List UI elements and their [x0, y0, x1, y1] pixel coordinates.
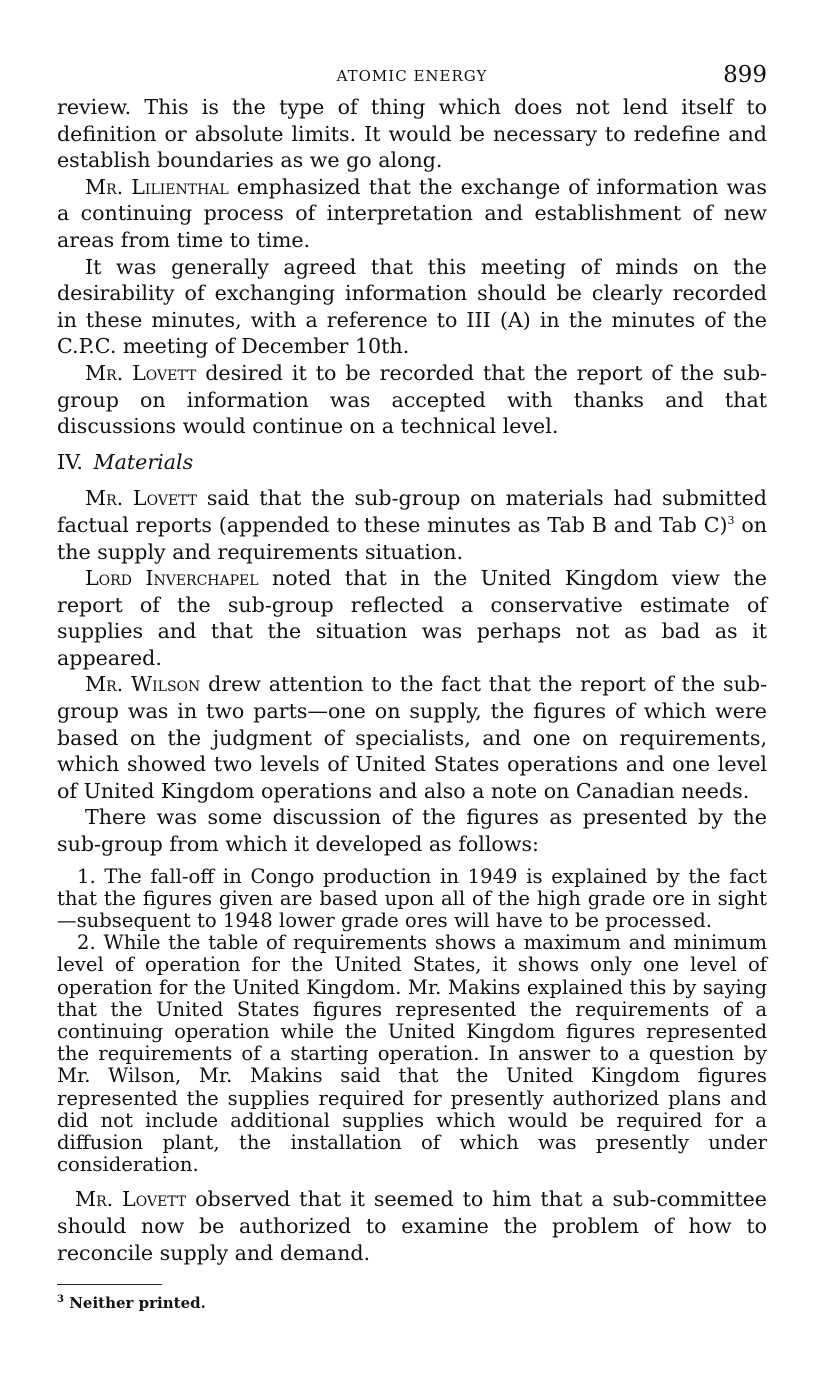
closing-section: [57, 1186, 767, 1266]
speaker-name: Mr. Lilienthal: [85, 174, 229, 199]
speaker-name: Mr. Lovett: [75, 1187, 187, 1212]
section-title: Materials: [93, 449, 194, 474]
paragraph-lovett-subcommittee: Mr. Lovett observed that it seemed to him that a sub-committee should now be authorized to examine the problem of how to reconcile supply and demand.: [57, 1187, 767, 1265]
running-head: [57, 60, 767, 94]
paragraph-discussion: There was some discussion of the figures as presented by the sub-group from which it developed as follows:: [57, 805, 767, 857]
paragraph-agreement: It was generally agreed that this meeting of minds on the desirability of exchanging information should be clearly recorded in these minutes, with a reference to III (A) in the minutes of the C.P.C. meeting of December 10th.: [57, 254, 767, 359]
paragraph-lilienthal: Mr. Lilienthal emphasized that the exchange of information was a continuing process of interpretation and establishment of new areas from time to time.: [57, 174, 767, 252]
footnote-marker: 3: [57, 1294, 64, 1306]
body-text: [57, 94, 767, 858]
speaker-name: Mr. Lovett: [85, 486, 198, 511]
section-heading: [57, 449, 767, 476]
footnote-divider: [57, 1284, 162, 1285]
speaker-name: Mr. Lovett: [85, 360, 197, 385]
paragraph-wilson: Mr. Wilson drew attention to the fact that the report of the sub-group was in two parts—one on supply, the figures of which were based on the judgment of specialists, and one on requirements, which showed two levels of United States operations and one level of United Kingdom operations and also a note on Canadian needs.: [57, 672, 767, 803]
page-number: 899: [723, 62, 767, 88]
paragraph-inverchapel: Lord Inverchapel noted that in the United Kingdom view the report of the sub-group reflected a conservative estimate of supplies and that the situation was perhaps not as bad as it appeared.: [57, 566, 767, 670]
paragraph-lovett-materials: Mr. Lovett said that the sub-group on materials had submitted factual reports (appended to these minutes as Tab B and Tab C)$^3$ on the supply and requirements situation.: [57, 486, 767, 564]
speaker-name: Lord Inverchapel: [85, 566, 259, 591]
speaker-name: Mr. Wilson: [85, 672, 201, 697]
paragraph-continuation: review. This is the type of thing which does not lend itself to definition or absolute limits. It would be necessary to redefine and establish boundaries as we go along.: [57, 95, 767, 173]
document-page: [57, 60, 767, 1313]
list-item: 1. The fall-off in Congo production in 1949 is explained by the fact that the figures given are based upon all of the high grade ore in sight—subsequent to 1948 lower grade ores will have to be processed.: [57, 864, 767, 933]
running-title: ATOMIC ENERGY: [336, 67, 488, 85]
paragraph-lovett-information: Mr. Lovett desired it to be recorded that the report of the sub-group on information was accepted with thanks and that discussions would continue on a technical level.: [57, 360, 767, 439]
numbered-list: [57, 866, 767, 1177]
footnote-text: Neither printed.: [63, 1294, 206, 1313]
footnote-reference: 3: [727, 514, 735, 528]
list-item: 2. While the table of requirements shows a maximum and minimum level of operation for the United States, it shows only one level of operation for the United Kingdom. Mr. Makins explained this by saying that the United States figures represented the requirements of a continuing operation while the United Kingdom figures represented the requirements of a starting operation. In answer to a question by Mr. Wilson, Mr. Makins said that the United Kingdom figures represented the supplies required for presently authorized plans and did not include additional supplies which would be required for a diffusion plant, the installation of which was presently under consideration.: [57, 931, 767, 1177]
footnote: [57, 1293, 767, 1313]
section-number: IV.: [57, 449, 83, 474]
